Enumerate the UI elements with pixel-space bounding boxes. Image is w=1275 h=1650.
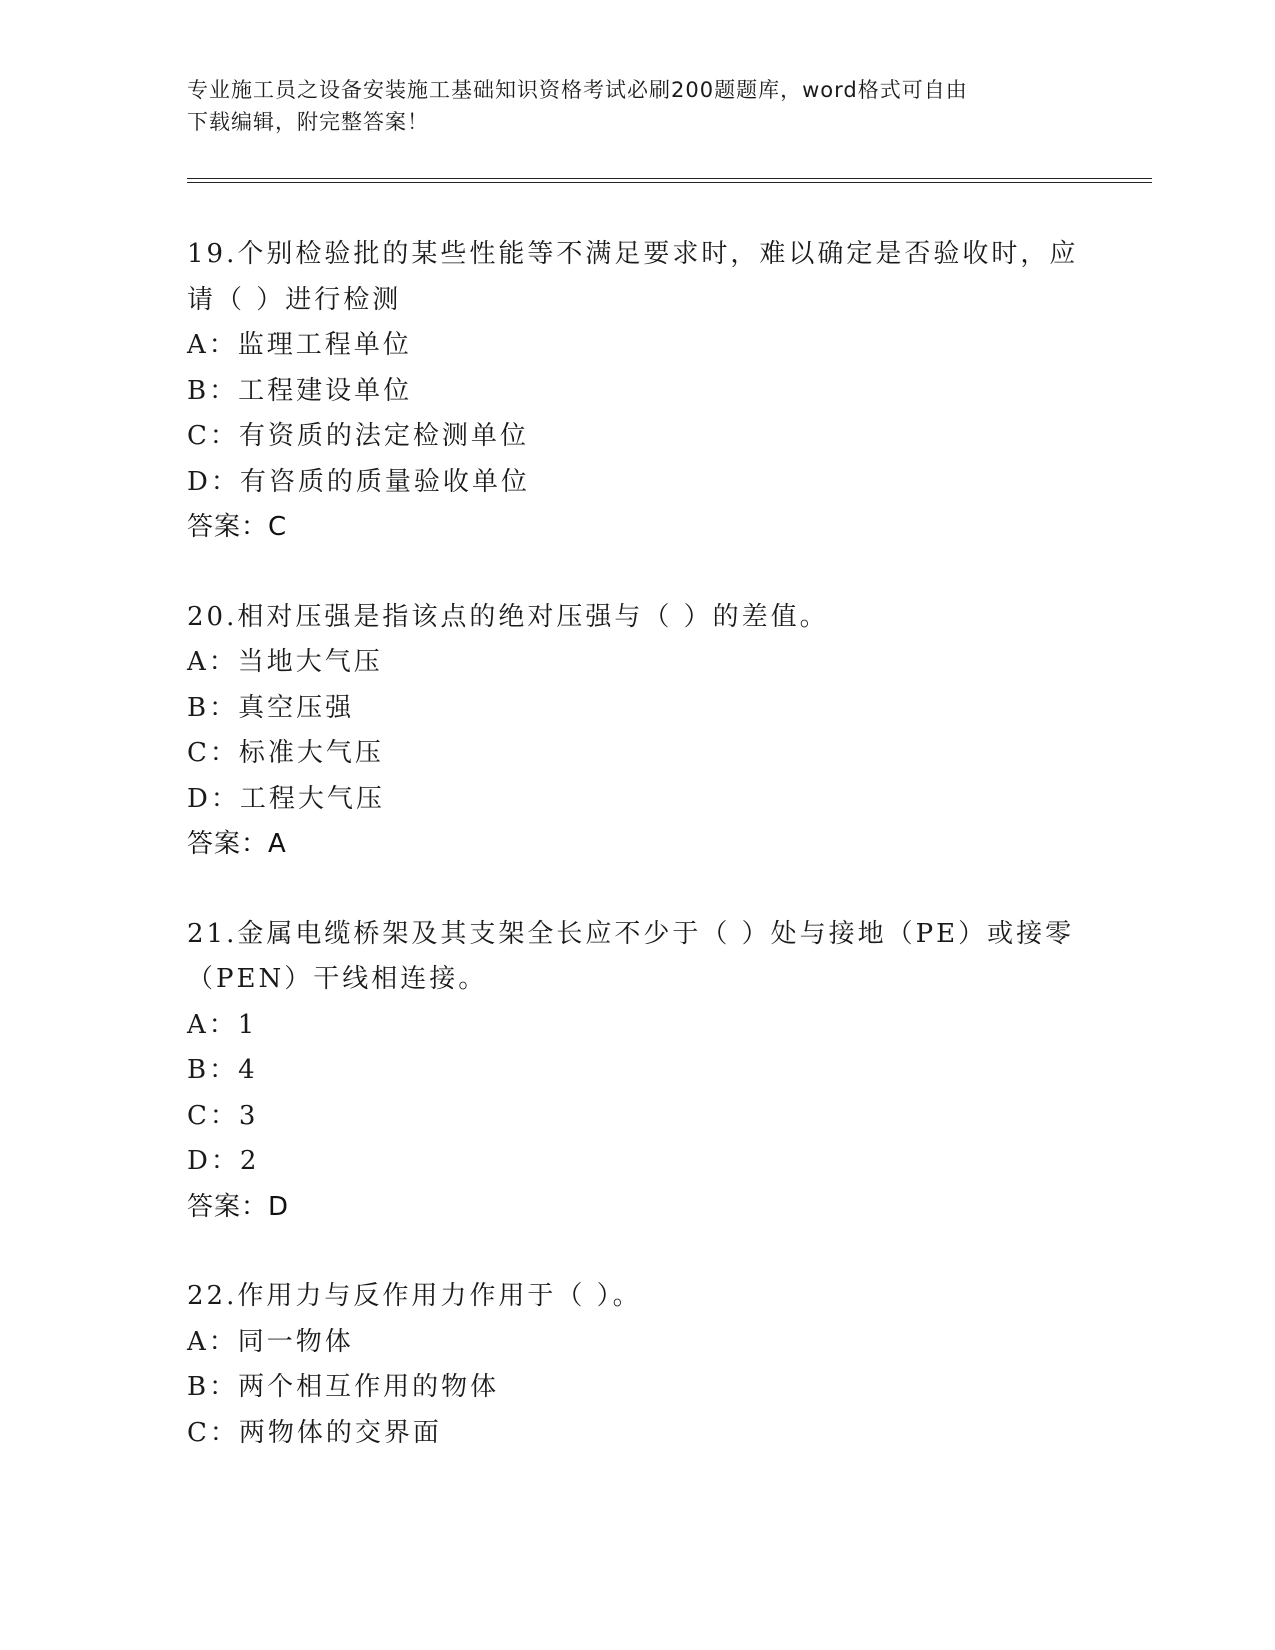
answer-label: 答案：C [187, 512, 288, 542]
option-c: C：有资质的法定检测单位 [187, 421, 529, 451]
question-stem-continued: （PEN）干线相连接。 [187, 964, 488, 994]
option-c: C：标准大气压 [187, 738, 384, 768]
option-b: B：两个相互作用的物体 [187, 1372, 500, 1402]
option-d: D：工程大气压 [187, 783, 385, 814]
option-a: A：监理工程单位 [187, 330, 412, 360]
document-intro [187, 74, 1087, 138]
question-22 [187, 1274, 1087, 1456]
question-stem: 20.相对压强是指该点的绝对压强与（ ）的差值。 [187, 601, 829, 632]
option-d: D：有咨质的质量验收单位 [187, 466, 530, 497]
question-list [187, 232, 1087, 1500]
option-b: B：真空压强 [187, 692, 355, 723]
option-b: B：4 [187, 1055, 258, 1085]
header-divider-bottom [187, 182, 1152, 183]
option-a: A：当地大气压 [187, 647, 383, 677]
answer-label: 答案：D [187, 1191, 290, 1222]
question-stem: 21.金属电缆桥架及其支架全长应不少于（ ）处与接地（PE）或接零 [187, 918, 1075, 949]
option-a: A：1 [187, 1009, 258, 1040]
option-a: A：同一物体 [187, 1326, 354, 1357]
question-stem: 19.个别检验批的某些性能等不满足要求时，难以确定是否验收时，应 [187, 239, 1079, 269]
question-19 [187, 232, 1087, 551]
option-d: D：2 [187, 1146, 260, 1176]
question-21 [187, 912, 1087, 1231]
option-c: C：两物体的交界面 [187, 1417, 442, 1448]
question-stem: 22.作用力与反作用力作用于（ ）。 [187, 1281, 642, 1311]
question-stem-continued: 请（ ）进行检测 [187, 284, 402, 315]
answer-label: 答案：A [187, 829, 287, 859]
option-c: C：3 [187, 1100, 259, 1131]
intro-line-2: 下载编辑，附完整答案！ [187, 110, 429, 134]
header-divider-top [187, 178, 1152, 179]
intro-line-1: 专业施工员之设备安装施工基础知识资格考试必刷200题题库，word格式可自由 [187, 78, 968, 102]
question-20 [187, 595, 1087, 868]
option-b: B：工程建设单位 [187, 375, 413, 406]
